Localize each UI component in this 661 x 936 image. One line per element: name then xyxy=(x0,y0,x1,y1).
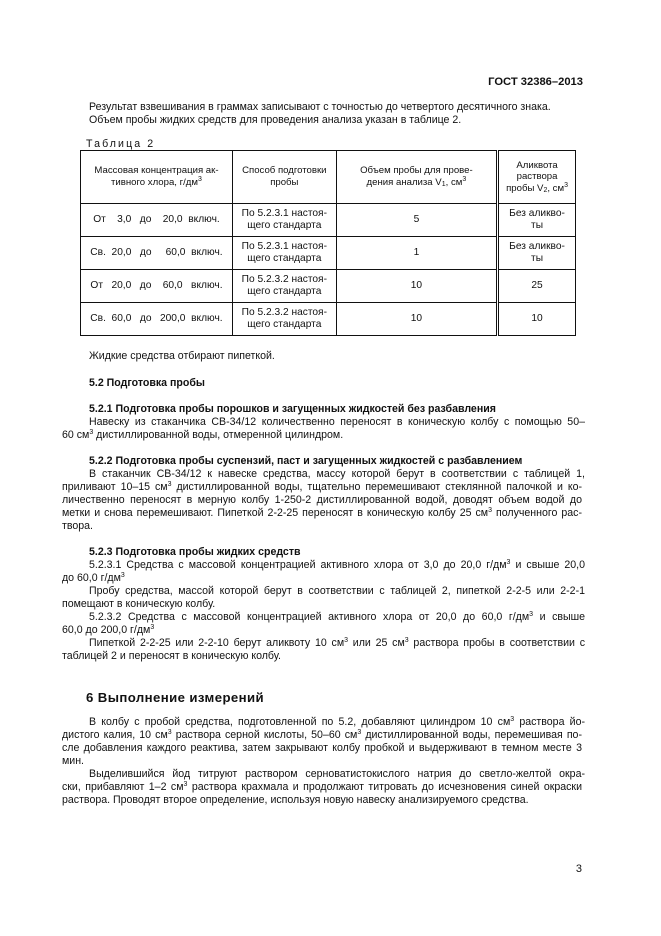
cell-sample-volume: 10 xyxy=(336,270,497,303)
table-row xyxy=(81,303,576,336)
section-5-2-1-line-2: 60 $см^3$ дистиллированной воды, отмеренной цилиндром. xyxy=(62,429,344,441)
section-5-2-3-p4-line-2: таблицей 2 и переносят в коническую колбу. xyxy=(62,650,281,662)
table-header-row xyxy=(81,151,576,204)
cell-method: По 5.2.3.1 настоя- щего стандарта xyxy=(232,204,336,237)
header-method: Способ подготовки пробы xyxy=(232,151,336,204)
header-sample-volume: Объем пробы для прове- дения анализа $V_1$, $см^3$ xyxy=(336,151,497,204)
section-6-p1-line-4: мин. xyxy=(62,755,84,767)
section-5-2-1-line-1: Навеску из стаканчика СВ-34/12 количественно переносят в коническую колбу с помощью 50– xyxy=(89,416,585,428)
cell-concentration: Св. 20,0 до 60,0 включ. xyxy=(81,237,233,270)
section-5-2-title: 5.2 Подготовка пробы xyxy=(89,377,205,389)
cell-concentration: Св. 60,0 до 200,0 включ. xyxy=(81,303,233,336)
section-5-2-3-2-line-1: 5.2.3.2 Средства с массовой концентрацией активного хлора от 20,0 до 60,0 $г/дм^3$ и свыше xyxy=(89,611,586,623)
section-5-2-3-p2-line-1: Пробу средства, массой которой берут в соответствии с таблицей 2, пипеткой 2-2-5 или 2-2-1 xyxy=(89,585,585,597)
intro-line-2: Объем пробы жидких средств для проведения анализа указан в таблице 2. xyxy=(89,114,462,126)
section-6-p1-line-1: В колбу с пробой средства, подготовленной по 5.2, добавляют цилиндром 10 $см^3$ раствора йо- xyxy=(89,716,586,728)
cell-aliquot: Без аликво- ты xyxy=(498,204,576,237)
section-5-2-3-title: 5.2.3 Подготовка пробы жидких средств xyxy=(89,546,301,558)
section-5-2-3-1-line-1: 5.2.3.1 Средства с массовой концентрацией активного хлора от 3,0 до 20,0 $г/дм^3$ и свыше 20,0 xyxy=(89,559,586,571)
section-5-2-3-p4-line-1: Пипеткой 2-2-25 или 2-2-10 берут аликвоту 10 $см^3$ или 25 $см^3$ раствора пробы в соответствии с xyxy=(89,637,585,649)
table-row xyxy=(81,237,576,270)
section-5-2-3-p2-line-2: помещают в коническую колбу. xyxy=(62,598,216,610)
cell-sample-volume: 1 xyxy=(336,237,497,270)
table-row xyxy=(81,204,576,237)
cell-concentration: От 20,0 до 60,0 включ. xyxy=(81,270,233,303)
table-caption: Таблица 2 xyxy=(86,138,156,150)
section-5-2-3-2-line-2: 60,0 до 200,0 $г/дм^3$ xyxy=(62,624,155,636)
section-5-2-2-line-4: метки и снова перемешивают. Пипеткой 2-2-25 переносят в коническую колбу 25 $см^3$ полученного рас- xyxy=(62,507,582,519)
cell-aliquot: 25 xyxy=(498,270,576,303)
section-5-2-2-title: 5.2.2 Подготовка пробы суспензий, паст и загущенных жидкостей с разбавлением xyxy=(89,455,523,467)
section-6-p1-line-2: дистого калия, 10 $см^3$ раствора серной кислоты, 50–60 $см^3$ дистиллированной воды, перемешивая по- xyxy=(62,729,582,741)
cell-method: По 5.2.3.2 настоя- щего стандарта xyxy=(232,270,336,303)
after-table-text: Жидкие средства отбирают пипеткой. xyxy=(89,350,275,362)
section-5-2-2-line-2: приливают 10–15 $см^3$ дистиллированной воды, тщательно перемешивают стеклянной палочкой и ко- xyxy=(62,481,582,493)
section-5-2-2-line-5: твора. xyxy=(62,520,93,532)
cell-sample-volume: 5 xyxy=(336,204,497,237)
cell-sample-volume: 10 xyxy=(336,303,497,336)
table-row xyxy=(81,270,576,303)
section-6-p2-line-1: Выделившийся йод титруют раствором серноватистокислого натрия до светло-желтой окра- xyxy=(89,768,585,780)
section-6-p2-line-2: ски, прибавляют 1–2 $см^3$ раствора крахмала и продолжают титровать до исчезновения синей окраски xyxy=(62,781,582,793)
standard-code: ГОСТ 32386–2013 xyxy=(488,76,583,88)
cell-method: По 5.2.3.2 настоя- щего стандарта xyxy=(232,303,336,336)
header-aliquot: Аликвота раствора пробы $V_2$, $см^3$ xyxy=(498,151,576,204)
header-concentration: Массовая концентрация ак- тивного хлора, $г/дм^3$ xyxy=(81,151,233,204)
cell-concentration: От 3,0 до 20,0 включ. xyxy=(81,204,233,237)
section-6-p1-line-3: сле добавления каждого реактива, затем закрывают колбу пробкой и выдерживают в темном месте 3 xyxy=(62,742,582,754)
section-6-p2-line-3: раствора. Проводят второе определение, используя новую навеску анализируемого средства. xyxy=(62,794,529,806)
cell-aliquot: 10 xyxy=(498,303,576,336)
intro-line-1: Результат взвешивания в граммах записывают с точностью до четвертого десятичного знака. xyxy=(89,101,551,113)
section-5-2-2-line-1: В стаканчик СВ-34/12 к навеске средства, массу которой берут в соответствии с таблицей 1, xyxy=(89,468,585,480)
section-5-2-2-line-3: личественно переносят в мерную колбу 1-250-2 дистиллированной водой, доводят объем водой до xyxy=(62,494,582,506)
section-5-2-1-title: 5.2.1 Подготовка пробы порошков и загущенных жидкостей без разбавления xyxy=(89,403,496,415)
section-6-title: 6 Выполнение измерений xyxy=(86,690,265,705)
page-number: 3 xyxy=(575,863,582,875)
table-2 xyxy=(80,150,576,336)
cell-aliquot: Без аликво- ты xyxy=(498,237,576,270)
cell-method: По 5.2.3.1 настоя- щего стандарта xyxy=(232,237,336,270)
section-5-2-3-1-line-2: до 60,0 $г/дм^3$ xyxy=(62,572,125,584)
